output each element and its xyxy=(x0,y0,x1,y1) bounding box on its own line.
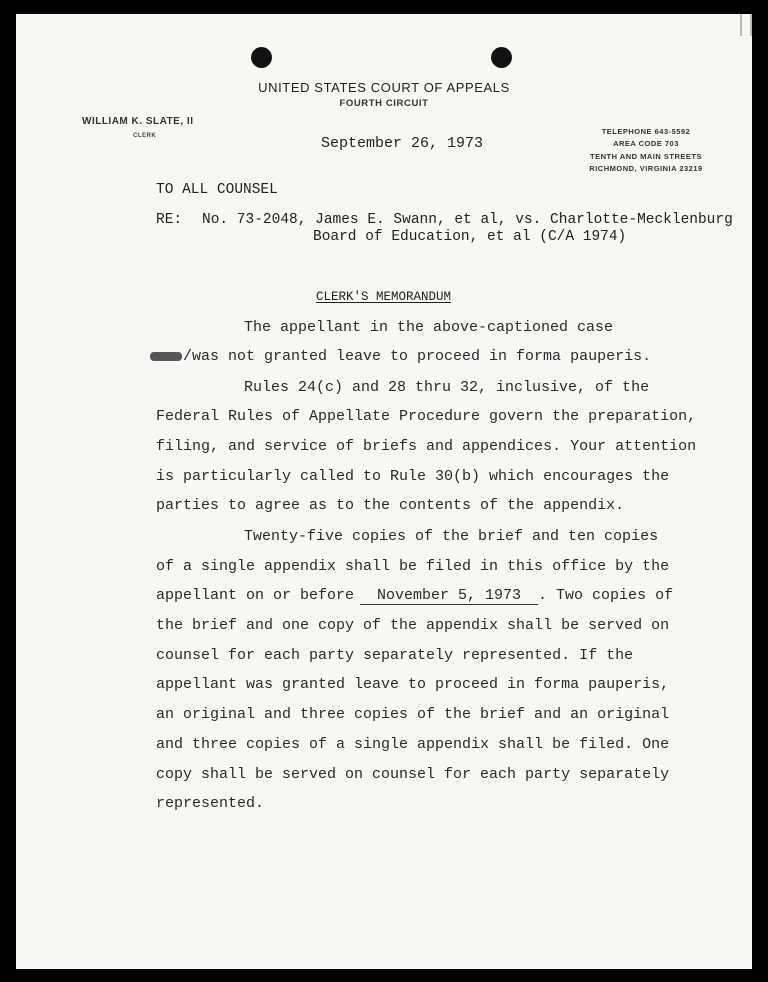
body-line: an original and three copies of the brief and an original xyxy=(156,706,670,723)
body-line-text: /was not granted leave to proceed in forma pauperis. xyxy=(183,348,652,365)
court-name: UNITED STATES COURT OF APPEALS xyxy=(258,80,510,95)
redaction-mark xyxy=(150,352,182,361)
contact-block xyxy=(571,126,721,175)
memo-title: CLERK'S MEMORANDUM xyxy=(316,290,452,304)
body-line: is particularly called to Rule 30(b) which encourages the xyxy=(156,468,670,485)
body-line: Rules 24(c) and 28 thru 32, inclusive, of the xyxy=(244,379,650,396)
circuit-name: FOURTH CIRCUIT xyxy=(339,98,429,109)
body-line: filing, and service of briefs and appendices. Your attention xyxy=(156,438,697,455)
body-line: and three copies of a single appendix shall be filed. One xyxy=(156,736,670,753)
clerk-title: CLERK xyxy=(133,133,157,139)
punch-hole-left xyxy=(251,47,272,68)
clerk-name: WILLIAM K. SLATE, II xyxy=(82,116,194,127)
document-page xyxy=(16,14,752,969)
body-line: parties to agree as to the contents of the appendix. xyxy=(156,497,625,514)
body-line: appellant was granted leave to proceed in forma pauperis, xyxy=(156,676,670,693)
body-line: The appellant in the above-captioned case xyxy=(244,319,614,336)
street-address: TENTH AND MAIN STREETS xyxy=(590,151,702,161)
body-line xyxy=(150,348,651,365)
addressee: TO ALL COUNSEL xyxy=(156,182,278,198)
re-case-line-2: Board of Education, et al (C/A 1974) xyxy=(313,229,627,245)
body-line xyxy=(156,587,673,605)
letter-date: September 26, 1973 xyxy=(321,135,484,152)
punch-hole-right xyxy=(491,47,512,68)
filing-deadline: November 5, 1973 xyxy=(360,587,538,605)
body-line: copy shall be served on counsel for each party separately xyxy=(156,766,670,783)
telephone: TELEPHONE 643-5592 xyxy=(601,127,691,136)
body-line: the brief and one copy of the appendix shall be served on xyxy=(156,617,670,634)
area-code: AREA CODE 703 xyxy=(613,139,679,149)
city-address: RICHMOND, VIRGINIA 23219 xyxy=(589,163,703,173)
body-line-text: . Two copies of xyxy=(538,587,674,604)
body-line: Twenty-five copies of the brief and ten copies xyxy=(244,528,659,545)
body-line: counsel for each party separately represented. If the xyxy=(156,647,634,664)
body-line-text: appellant on or before xyxy=(156,587,355,604)
margin-mark xyxy=(740,14,752,36)
body-line: of a single appendix shall be filed in this office by the xyxy=(156,558,670,575)
re-label: RE: xyxy=(156,212,183,228)
body-line: Federal Rules of Appellate Procedure govern the preparation, xyxy=(156,408,697,425)
re-case-line-1: No. 73-2048, James E. Swann, et al, vs. Charlotte-Mecklenburg xyxy=(202,212,733,228)
body-line: represented. xyxy=(156,795,265,812)
